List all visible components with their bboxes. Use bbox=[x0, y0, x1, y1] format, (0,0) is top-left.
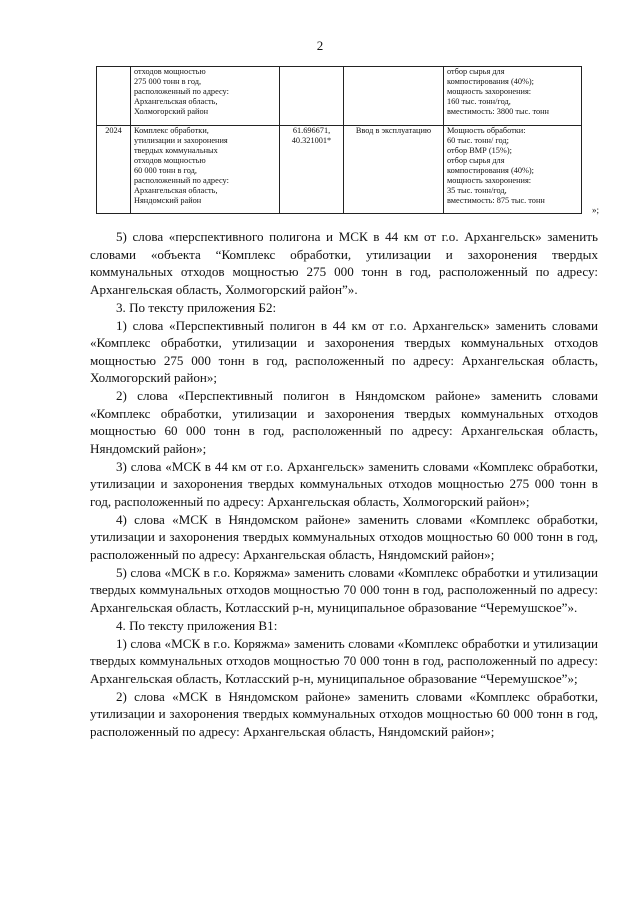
facilities-table bbox=[96, 66, 582, 214]
paragraph: 5) слова «МСК в г.о. Коряжма» заменить словами «Комплекс обработки и утилизации твердых коммунальных отходов мощностью 70 000 тонн в год, расположенный по адресу: Архангельская область, Котласский р-н, муниципальное образование “Черемушское”». bbox=[90, 564, 598, 615]
cell-object: Комплекс обработки, утилизации и захоронения твердых коммунальных отходов мощностью 60 000 тонн в год, расположенный по адресу: Архангельская область, Няндомский район bbox=[131, 126, 280, 214]
document-body bbox=[90, 228, 598, 741]
paragraph: 4. По тексту приложения В1: bbox=[116, 617, 278, 633]
paragraph: 5) слова «перспективного полигона и МСК в 44 км от г.о. Архангельск» заменить словами «объекта “Комплекс обработки, утилизации и захоронения твердых коммунальных отходов мощностью 275 000 тонн в год, расположенный по адресу: Архангельская область, Холмогорский район”». bbox=[90, 229, 598, 297]
table-row bbox=[97, 67, 582, 126]
paragraph: 4) слова «МСК в Няндомском районе» заменить словами «Комплекс обработки, утилизации и захоронения твердых коммунальных отходов мощностью 60 000 тонн в год, расположенный по адресу: Архангельская область, Няндомский район»; bbox=[90, 511, 598, 562]
cell-coords: 61.696671, 40.321001* bbox=[280, 126, 344, 214]
paragraph: 1) слова «Перспективный полигон в 44 км от г.о. Архангельск» заменить словами «Комплекс обработки, утилизации и захоронения твердых коммунальных отходов мощностью 275 000 тонн в год, расположенный по адресу: Архангельская область, Холмогорский район»; bbox=[90, 317, 598, 385]
paragraph: 2) слова «Перспективный полигон в Няндомском районе» заменить словами «Комплекс обработки, утилизации и захоронения твердых коммунальных отходов мощностью 60 000 тонн в год, расположенный по адресу: Архангельская область, Няндомский район»; bbox=[90, 388, 598, 456]
table-closing-quote: »; bbox=[592, 205, 600, 215]
cell-object: отходов мощностью 275 000 тонн в год, расположенный по адресу: Архангельская область, Холмогорский район bbox=[131, 67, 280, 126]
page-number: 2 bbox=[316, 38, 324, 53]
cell-event: Ввод в эксплуатацию bbox=[344, 126, 444, 214]
cell-year bbox=[97, 67, 131, 126]
cell-params: Мощность обработки: 60 тыс. тонн/ год; отбор ВМР (15%); отбор сырья для компостирования (40%); мощность захоронения: 35 тыс. тонн/год, вместимость: 875 тыс. тонн bbox=[444, 126, 582, 214]
table-row bbox=[97, 126, 582, 214]
cell-coords bbox=[280, 67, 344, 126]
paragraph: 2) слова «МСК в Няндомском районе» заменить словами «Комплекс обработки, утилизации и захоронения твердых коммунальных отходов мощностью 60 000 тонн в год, расположенный по адресу: Архангельская область, Няндомский район»; bbox=[90, 688, 598, 739]
cell-event bbox=[344, 67, 444, 126]
paragraph: 1) слова «МСК в г.о. Коряжма» заменить словами «Комплекс обработки и утилизации твердых коммунальных отходов мощностью 70 000 тонн в год, расположенный по адресу: Архангельская область, Котласский р-н, муниципальное образование “Черемушское”»; bbox=[90, 635, 598, 686]
cell-params: отбор сырья для компостирования (40%); мощность захоронения: 160 тыс. тонн/год, вместимость: 3800 тыс. тонн bbox=[444, 67, 582, 126]
cell-year: 2024 bbox=[97, 126, 131, 214]
paragraph: 3. По тексту приложения Б2: bbox=[116, 299, 277, 315]
paragraph: 3) слова «МСК в 44 км от г.о. Архангельск» заменить словами «Комплекс обработки, утилизации и захоронения твердых коммунальных отходов мощностью 275 000 тонн в год, расположенный по адресу: Архангельская область, Холмогорский район»; bbox=[90, 458, 598, 509]
